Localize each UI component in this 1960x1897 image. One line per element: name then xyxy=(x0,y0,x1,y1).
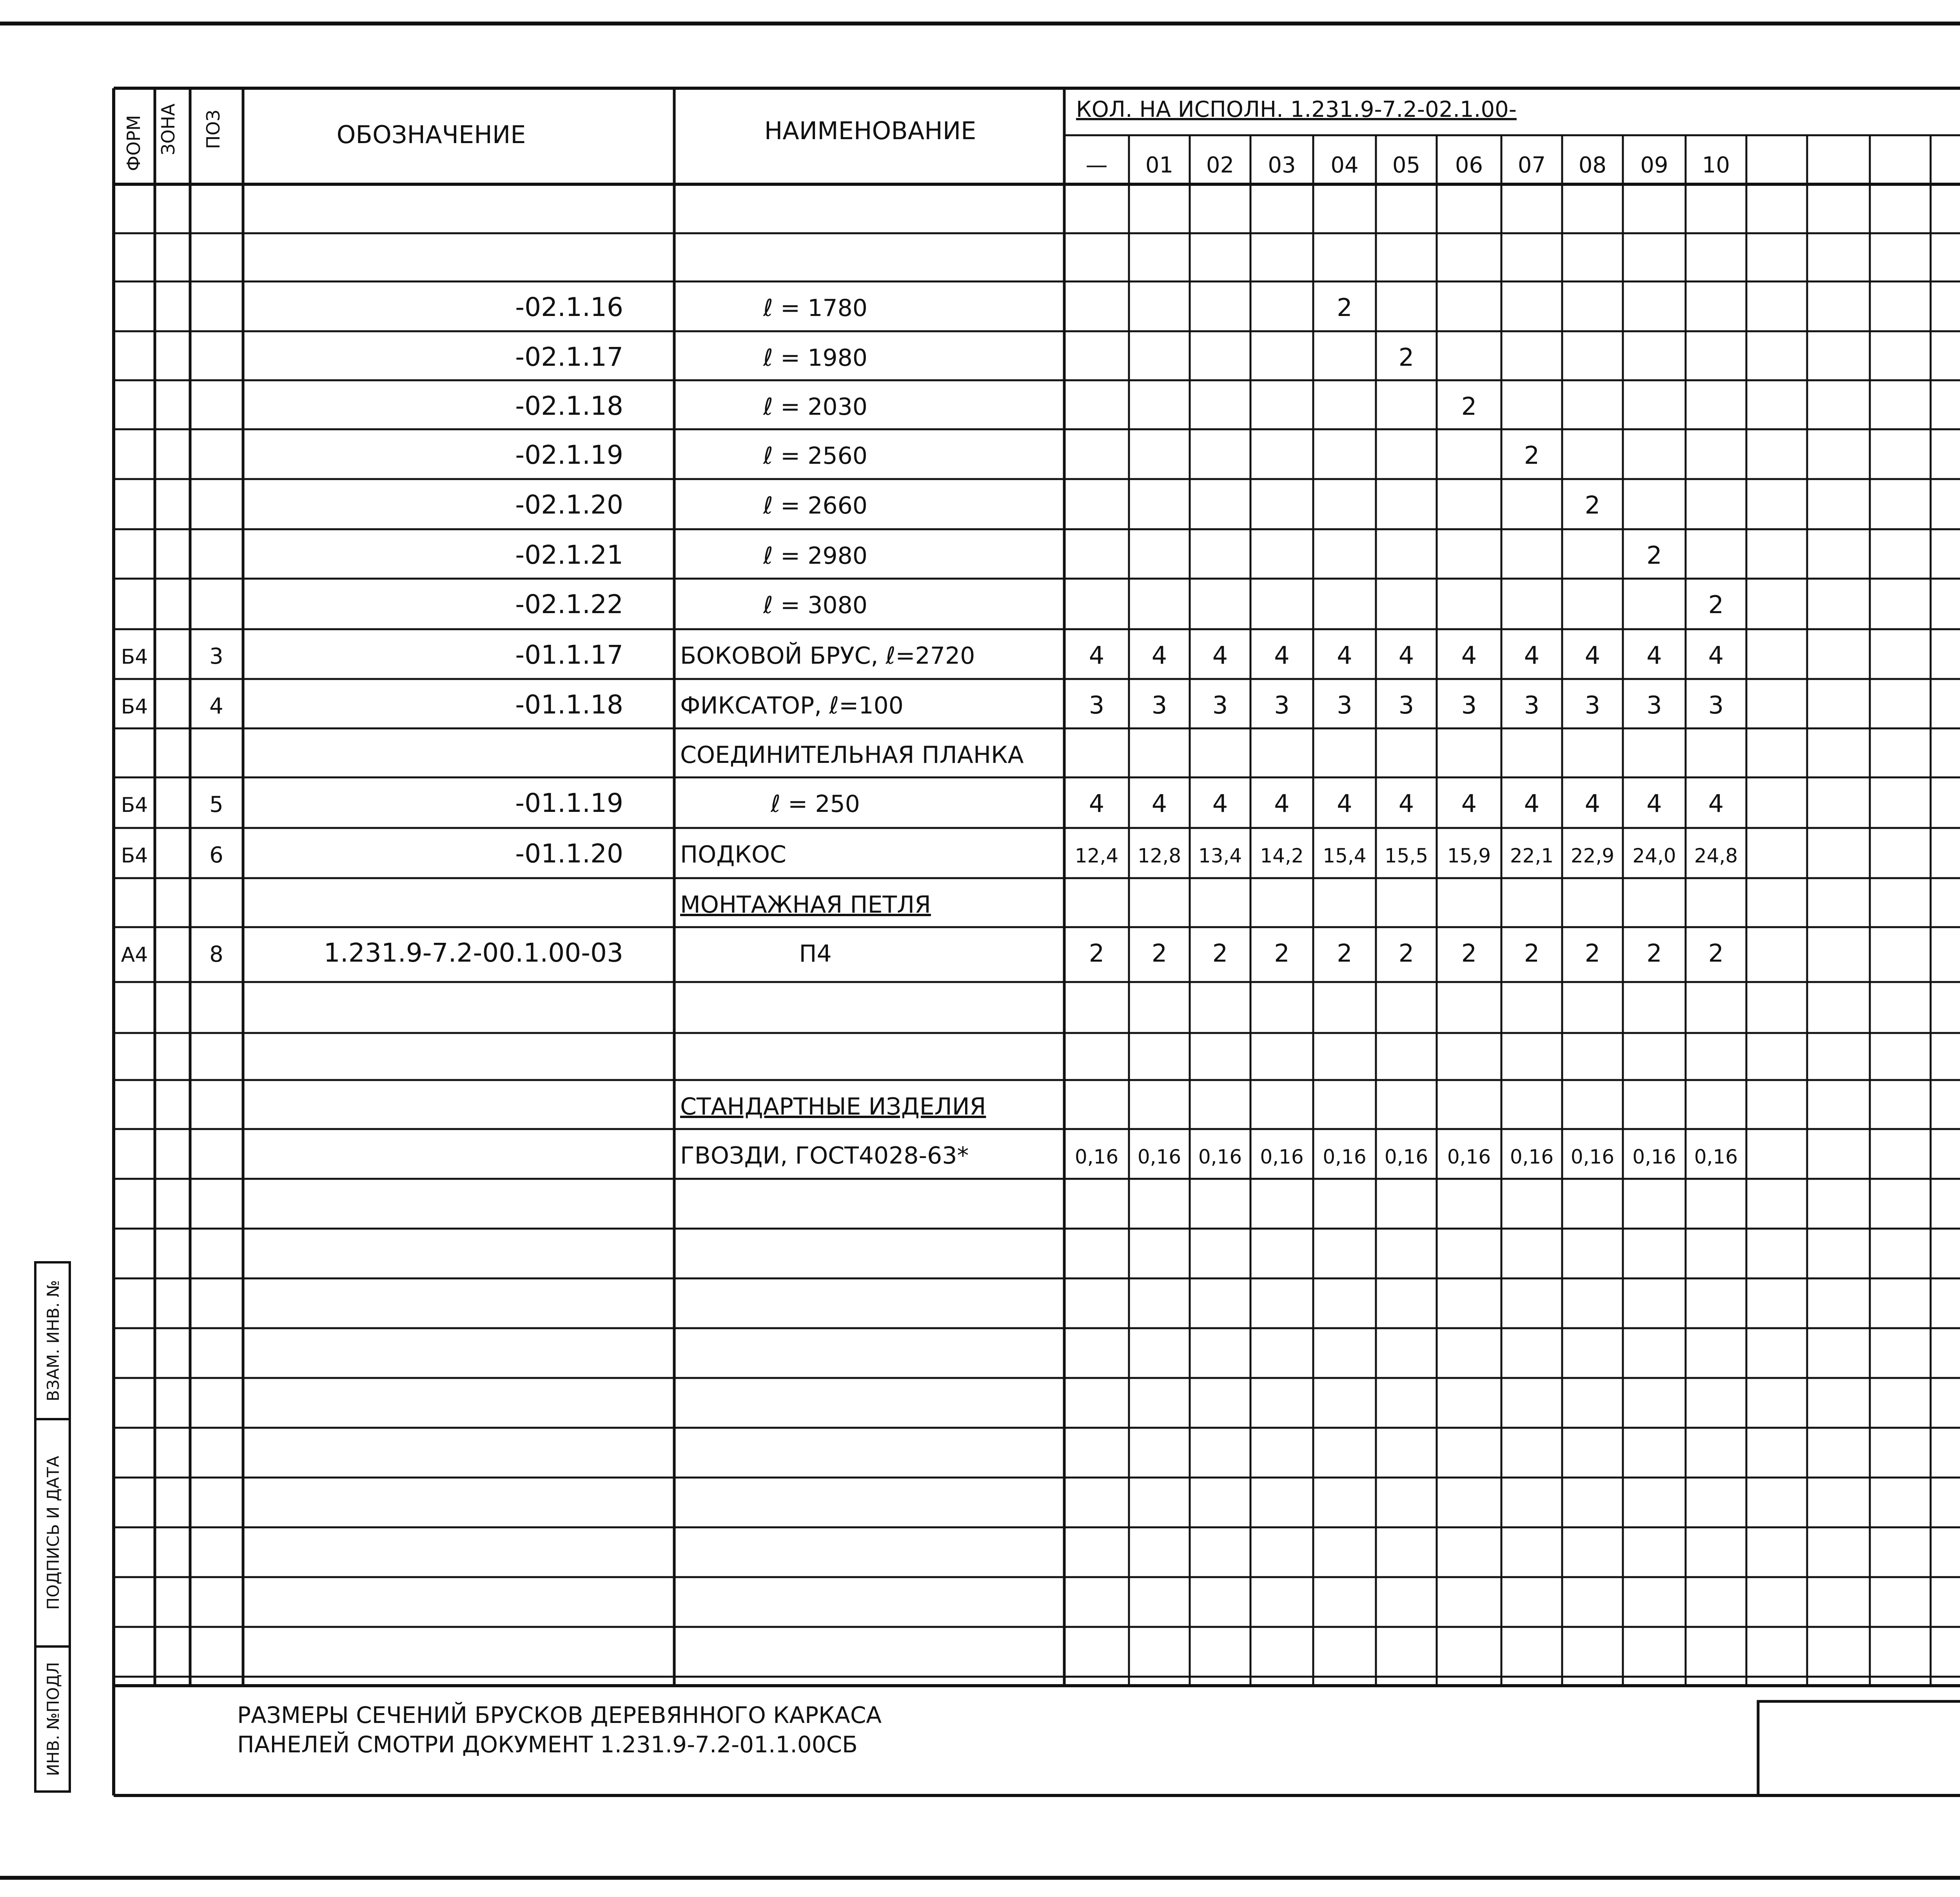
cell-quantity: 4 xyxy=(1646,641,1662,670)
cell-quantity: 2 xyxy=(1646,939,1662,968)
variant-header: — xyxy=(1085,152,1108,178)
cell-quantity: 12,8 xyxy=(1137,844,1181,867)
table-header xyxy=(123,97,1960,171)
cell-quantity: 2 xyxy=(1337,293,1352,322)
cell-form: Б4 xyxy=(121,645,148,669)
table-row xyxy=(121,938,1724,968)
cell-name: ГВОЗДИ, ГОСТ4028-63* xyxy=(680,1142,969,1169)
cell-quantity: 2 xyxy=(1274,939,1290,968)
cell-quantity: 0,16 xyxy=(1198,1145,1242,1168)
cell-quantity: 4 xyxy=(1584,641,1601,670)
cell-quantity: 3 xyxy=(1151,691,1167,719)
cell-quantity: 12,4 xyxy=(1074,844,1119,867)
cell-quantity: 2 xyxy=(1524,939,1540,968)
cell-quantity: 4 xyxy=(1274,641,1290,670)
cell-quantity: 0,16 xyxy=(1260,1145,1304,1168)
cell-quantity: 2 xyxy=(1584,939,1601,968)
variant-header: 06 xyxy=(1455,152,1483,178)
header-quantity: КОЛ. НА ИСПОЛН. 1.231.9-7.2-02.1.00- xyxy=(1076,97,1517,122)
cell-designation: -01.1.17 xyxy=(515,640,623,670)
cell-quantity: 2 xyxy=(1089,939,1105,968)
variant-header: 10 xyxy=(1702,152,1730,178)
table-row xyxy=(680,891,931,919)
cell-name: ℓ = 2030 xyxy=(763,393,867,421)
cell-position: 4 xyxy=(209,693,223,719)
table-row xyxy=(680,1093,986,1120)
table-grid xyxy=(114,88,1960,1686)
cell-name: МОНТАЖНАЯ ПЕТЛЯ xyxy=(680,891,931,919)
cell-designation: -02.1.20 xyxy=(515,490,623,520)
cell-position: 5 xyxy=(209,792,223,817)
table-row xyxy=(515,391,1477,421)
cell-name: СТАНДАРТНЫЕ ИЗДЕЛИЯ xyxy=(680,1093,986,1120)
cell-quantity: 2 xyxy=(1461,392,1477,421)
cell-quantity: 4 xyxy=(1461,641,1477,670)
cell-quantity: 3 xyxy=(1398,691,1414,719)
variant-header: 01 xyxy=(1145,152,1174,178)
cell-form: Б4 xyxy=(121,695,148,719)
cell-designation: 1.231.9-7.2-00.1.00-03 xyxy=(323,938,623,968)
cell-name: ℓ = 250 xyxy=(771,790,860,818)
cell-form: А4 xyxy=(121,943,148,967)
cell-designation: -02.1.16 xyxy=(515,292,623,322)
cell-quantity: 4 xyxy=(1646,789,1662,818)
cell-quantity: 4 xyxy=(1089,789,1105,818)
table-row xyxy=(680,741,1024,769)
table-row xyxy=(121,640,1724,670)
table-row xyxy=(121,788,1724,818)
cell-position: 6 xyxy=(209,842,223,868)
variant-headers xyxy=(1086,152,1730,178)
cell-quantity: 22,1 xyxy=(1510,844,1554,867)
cell-designation: -02.1.19 xyxy=(515,440,623,470)
cell-quantity: 3 xyxy=(1646,691,1662,719)
cell-quantity: 2 xyxy=(1584,491,1601,519)
table-row xyxy=(121,690,1724,720)
cell-name: П4 xyxy=(799,940,832,968)
footer-block xyxy=(114,1686,1960,1849)
table-row xyxy=(515,589,1724,619)
cell-quantity: 2 xyxy=(1212,939,1228,968)
cell-quantity: 4 xyxy=(1274,789,1290,818)
cell-designation: -01.1.19 xyxy=(515,788,623,818)
side-stamp xyxy=(35,1262,70,1792)
cell-designation: -01.1.18 xyxy=(515,690,623,720)
cell-quantity: 2 xyxy=(1461,939,1477,968)
cell-designation: -01.1.20 xyxy=(515,839,623,869)
cell-quantity: 22,9 xyxy=(1570,844,1615,867)
table-row xyxy=(680,1141,1960,1169)
cell-designation: -02.1.18 xyxy=(515,391,623,421)
cell-position: 3 xyxy=(209,644,223,669)
cell-quantity: 2 xyxy=(1708,590,1724,619)
cell-quantity: 13,4 xyxy=(1198,844,1242,867)
variant-header: 03 xyxy=(1268,152,1296,178)
cell-quantity: 24,8 xyxy=(1694,844,1738,867)
cell-designation: -02.1.17 xyxy=(515,342,623,372)
header-form: ФОРМ xyxy=(123,115,144,171)
cell-quantity: 3 xyxy=(1524,691,1540,719)
cell-designation: -02.1.21 xyxy=(515,540,623,570)
cell-quantity: 4 xyxy=(1524,641,1540,670)
cell-form: Б4 xyxy=(121,844,148,868)
cell-quantity: 3 xyxy=(1274,691,1290,719)
cell-quantity: 4 xyxy=(1584,789,1601,818)
variant-header: 05 xyxy=(1392,152,1421,178)
cell-quantity: 4 xyxy=(1151,641,1167,670)
side-stamp-inventory: ИНВ. №ПОДЛ xyxy=(44,1662,63,1776)
cell-name: БОКОВОЙ БРУС, ℓ=2720 xyxy=(680,642,975,670)
header-designation: ОБОЗНАЧЕНИЕ xyxy=(336,120,526,149)
cell-quantity: 2 xyxy=(1398,343,1414,372)
variant-header: 04 xyxy=(1330,152,1359,178)
variant-header: 08 xyxy=(1578,152,1607,178)
cell-quantity: 4 xyxy=(1398,789,1414,818)
side-stamp-signature: ПОДПИСЬ И ДАТА xyxy=(44,1456,63,1610)
cell-quantity: 4 xyxy=(1708,641,1724,670)
footer-note-line-1: РАЗМЕРЫ СЕЧЕНИЙ БРУСКОВ ДЕРЕВЯННОГО КАРКАСА xyxy=(237,1702,882,1728)
cell-name: ФИКСАТОР, ℓ=100 xyxy=(680,692,904,719)
cell-quantity: 15,4 xyxy=(1323,844,1367,867)
cell-quantity: 0,16 xyxy=(1694,1145,1738,1168)
cell-quantity: 2 xyxy=(1337,939,1352,968)
cell-quantity: 4 xyxy=(1212,789,1228,818)
cell-quantity: 15,9 xyxy=(1447,844,1491,867)
cell-quantity: 3 xyxy=(1461,691,1477,719)
table-body xyxy=(121,292,1960,1169)
cell-position: 8 xyxy=(209,942,223,967)
cell-quantity: 4 xyxy=(1708,789,1724,818)
cell-quantity: 15,5 xyxy=(1384,844,1428,867)
cell-quantity: 0,16 xyxy=(1632,1145,1676,1168)
cell-name: ℓ = 3080 xyxy=(763,592,867,619)
cell-quantity: 0,16 xyxy=(1510,1145,1554,1168)
cell-quantity: 4 xyxy=(1461,789,1477,818)
variant-header: 07 xyxy=(1517,152,1546,178)
cell-quantity: 4 xyxy=(1151,789,1167,818)
drawing-frame xyxy=(0,24,1960,1878)
cell-quantity: 2 xyxy=(1646,541,1662,570)
cell-quantity: 3 xyxy=(1708,691,1724,719)
footer-note-line-2: ПАНЕЛЕЙ СМОТРИ ДОКУМЕНТ 1.231.9-7.2-01.1.00СБ xyxy=(237,1731,858,1758)
variant-header: 09 xyxy=(1640,152,1668,178)
cell-quantity: 4 xyxy=(1337,641,1352,670)
cell-name: ℓ = 2660 xyxy=(763,492,867,519)
cell-quantity: 3 xyxy=(1584,691,1601,719)
table-row xyxy=(121,839,1960,869)
cell-name: ℓ = 1980 xyxy=(763,344,867,372)
variant-header: 02 xyxy=(1206,152,1234,178)
table-row xyxy=(515,540,1662,570)
cell-quantity: 24,0 xyxy=(1632,844,1676,867)
cell-quantity: 4 xyxy=(1337,789,1352,818)
cell-name: ℓ = 2980 xyxy=(763,542,867,570)
cell-quantity: 3 xyxy=(1337,691,1352,719)
cell-quantity: 0,16 xyxy=(1074,1145,1119,1168)
cell-quantity: 4 xyxy=(1212,641,1228,670)
cell-name: ℓ = 2560 xyxy=(763,442,867,470)
cell-name: СОЕДИНИТЕЛЬНАЯ ПЛАНКА xyxy=(680,741,1024,769)
header-zone: ЗОНА xyxy=(158,103,179,155)
cell-quantity: 2 xyxy=(1708,939,1724,968)
table-row xyxy=(515,440,1539,470)
cell-quantity: 4 xyxy=(1089,641,1105,670)
cell-name: ℓ = 1780 xyxy=(763,294,867,322)
cell-designation: -02.1.22 xyxy=(515,589,623,619)
cell-form: Б4 xyxy=(121,793,148,817)
cell-quantity: 3 xyxy=(1212,691,1228,719)
cell-quantity: 2 xyxy=(1524,441,1540,470)
cell-quantity: 2 xyxy=(1151,939,1167,968)
cell-quantity: 0,16 xyxy=(1570,1145,1615,1168)
cell-quantity: 0,16 xyxy=(1447,1145,1491,1168)
cell-quantity: 0,16 xyxy=(1384,1145,1428,1168)
cell-quantity: 0,16 xyxy=(1323,1145,1367,1168)
cell-quantity: 4 xyxy=(1398,641,1414,670)
table-row xyxy=(515,292,1352,322)
side-stamp-replaced: ВЗАМ. ИНВ. № xyxy=(44,1280,63,1401)
header-name: НАИМЕНОВАНИЕ xyxy=(764,116,976,145)
header-pos: ПОЗ xyxy=(203,109,224,149)
cell-quantity: 4 xyxy=(1524,789,1540,818)
table-row xyxy=(515,342,1414,372)
cell-quantity: 2 xyxy=(1398,939,1414,968)
cell-name: ПОДКОС xyxy=(680,841,786,868)
cell-quantity: 0,16 xyxy=(1137,1145,1181,1168)
cell-quantity: 3 xyxy=(1089,691,1105,719)
cell-quantity: 14,2 xyxy=(1260,844,1304,867)
